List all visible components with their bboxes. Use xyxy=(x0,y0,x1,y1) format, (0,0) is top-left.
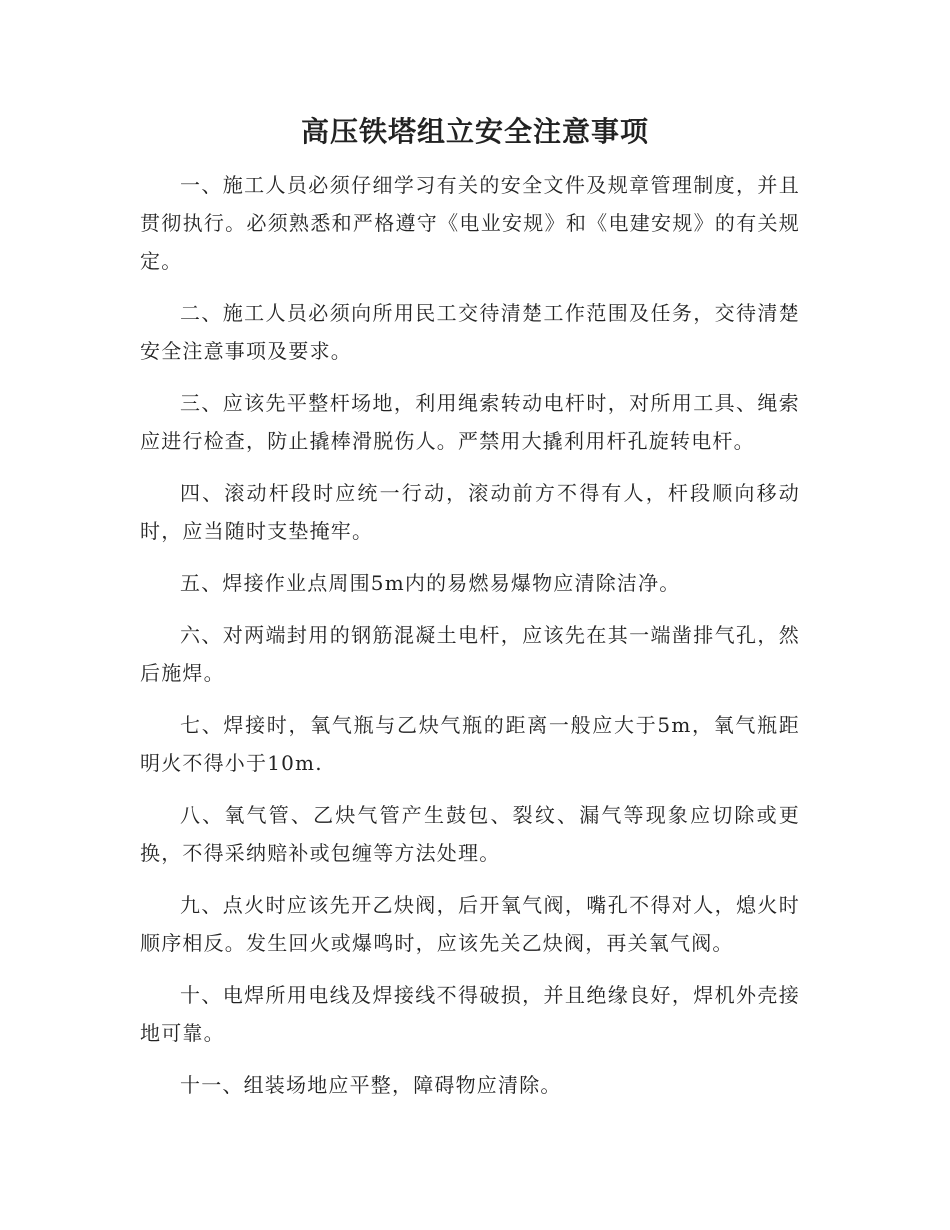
paragraph-11: 十一、组装场地应平整，障碍物应清除。 xyxy=(180,1073,562,1097)
paragraph-4: 四、滚动杆段时应统一行动，滚动前方不得有人，杆段顺向移动时，应当随时支垫掩牢。 xyxy=(140,481,800,543)
paragraph-7: 七、焊接时，氧气瓶与乙炔气瓶的距离一般应大于5m，氧气瓶距明火不得小于10m. xyxy=(140,713,800,775)
paragraph-3: 三、应该先平整杆场地，利用绳索转动电杆时，对所用工具、绳索应进行检查，防止撬棒滑脱伤人。严禁用大撬利用杆孔旋转电杆。 xyxy=(140,391,800,453)
document-body xyxy=(140,166,800,1118)
document-title: 高压铁塔组立安全注意事项 xyxy=(300,115,649,148)
paragraph-6: 六、对两端封用的钢筋混凝土电杆，应该先在其一端凿排气孔，然后施焊。 xyxy=(140,623,800,685)
paragraph-10: 十、电焊所用电线及焊接线不得破损，并且绝缘良好，焊机外壳接地可靠。 xyxy=(140,983,800,1045)
paragraph-2: 二、施工人员必须向所用民工交待清楚工作范围及任务，交待清楚安全注意事项及要求。 xyxy=(140,301,800,363)
paragraph-5: 五、焊接作业点周围5m内的易燃易爆物应清除洁净。 xyxy=(180,571,681,595)
paragraph-1: 一、施工人员必须仔细学习有关的安全文件及规章管理制度，并且贯彻执行。必须熟悉和严格遵守《电业安规》和《电建安规》的有关规定。 xyxy=(140,173,800,273)
paragraph-9: 九、点火时应该先开乙炔阀，后开氧气阀，嘴孔不得对人，熄火时顺序相反。发生回火或爆鸣时，应该先关乙炔阀，再关氧气阀。 xyxy=(140,893,800,955)
paragraph-8: 八、氧气管、乙炔气管产生鼓包、裂纹、漏气等现象应切除或更换，不得采纳赔补或包缠等方法处理。 xyxy=(140,803,800,865)
